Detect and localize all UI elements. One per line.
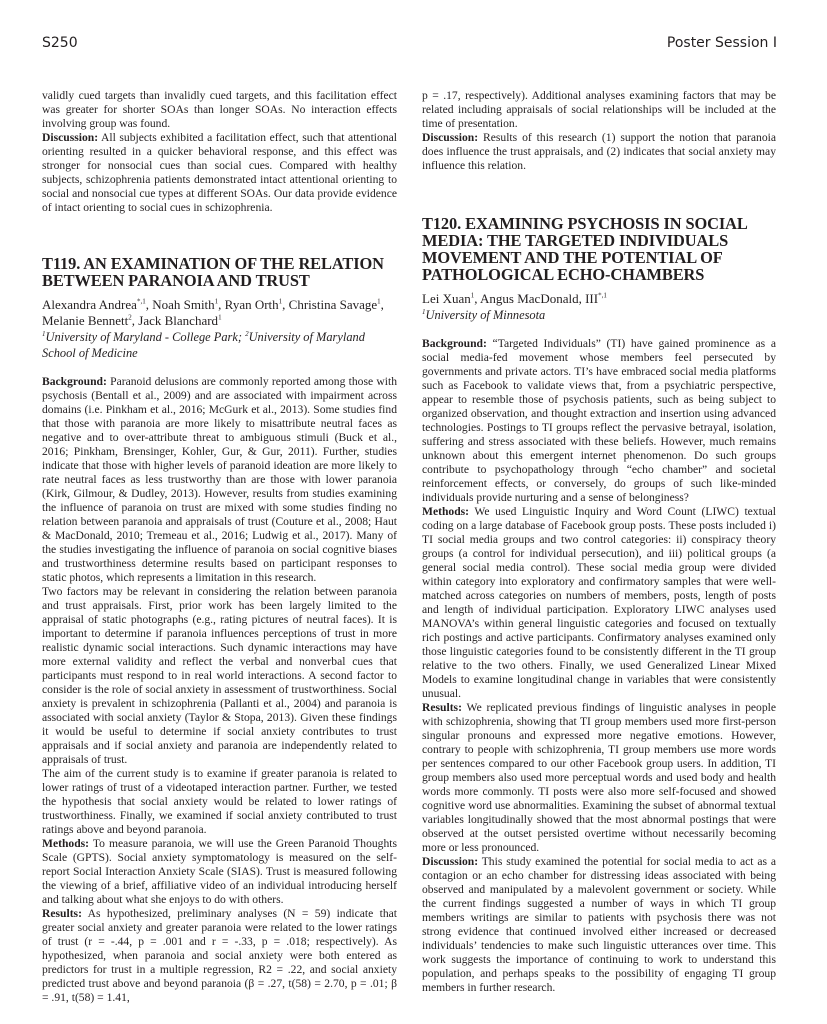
results-section: Results: As hypothesized, preliminary analyses (N = 59) indicate that greater social anxiety and greater paranoia were related to the lower ratings of trust (r = -.44, p = .001 and r = -.33, p = .018; respectively). As hypothesized, when paranoia and social anxiety were both entered as predictors for trust in a multiple regression, R2 = .22, and social anxiety predicted trust above and beyond paranoia (β = .27, t(58) = 2.70, p = .01; β = .91, t(58) = 1.41,: [42, 907, 397, 1004]
author: Alexandra Andrea$^{*,1}$,: [42, 297, 153, 312]
author: Noah Smith$^1$,: [152, 297, 225, 312]
right-column: [422, 89, 776, 995]
body-paragraph: The aim of the current study is to examine if greater paranoia is related to lower ratings of trust of a videotaped interaction partner. Further, we tested the hypothesis that social anxiety would be related to lower ratings of trustworthiness. Finally, we examined if social anxiety contributed to trust ratings above and beyond paranoia.: [42, 767, 397, 836]
discussion-text: All subjects exhibited a facilitation effect, such that attentional orienting resulted in a quicker behavioral response, and this effect was stronger for nonsocial cues than social cues. Compared with healthy subjects, schizophrenia patients demonstrated intact attentional orienting to social and nonsocial cue types at different SOAs. Our data provide evidence of intact orienting to social cues in schizophrenia.: [42, 131, 397, 214]
author: Melanie Bennett$^2$,: [42, 313, 139, 328]
methods-section: Methods: We used Linguistic Inquiry and Word Count (LIWC) textual coding on a large database of Facebook group posts. These posts included i) TI social media groups and two control categories: ii) conspiracy theory groups (a control for individual persecution), and iii) political groups (a general social media control). These social media group were divided within category into exploratory and confirmatory samples that were well-matched across categories on numbers of members, posts, length of posts and length of individual participation. Exploratory LIWC analyses used MANOVA’s within general linguistic categories and focused on textually rich postings and active participants. Confirmatory analyses examined only those linguistic categories found to be consistently different in the TI group relative to the two others. Finally, we used Generalized Linear Mixed Models to examine longitudinal change in variables that were consistently unusual.: [422, 505, 776, 700]
abstract-title-t119: T119. AN EXAMINATION OF THE RELATION BETWEEN PARANOIA AND TRUST: [42, 254, 384, 290]
discussion-label: Discussion:: [422, 855, 479, 868]
continuation-discussion: Discussion: Results of this research (1) support the notion that paranoia does influence the trust appraisals, and (2) indicates that social anxiety may influence this relation.: [422, 131, 776, 172]
continuation-discussion: [42, 131, 397, 215]
methods-section: Methods: To measure paranoia, we will use the Green Paranoid Thoughts Scale (GPTS). Social anxiety symptomatology is measured on the self-report Social Interaction Anxiety Scale (SIAS). Trust is measured following the viewing of a brief, affiliative video of an individual introducing herself and talking about what she enjoys to do with others.: [42, 837, 397, 906]
abstract-title-t120: T120. EXAMINING PSYCHOSIS IN SOCIAL MEDIA: THE TARGETED INDIVIDUALS MOVEMENT AND THE POTENTIAL OF PATHOLOGICAL ECHO-CHAMBERS: [422, 214, 747, 284]
author: Jack Blanchard$^1$: [138, 313, 222, 328]
page-number: S250: [42, 35, 78, 51]
author: Lei Xuan$^1$,: [422, 291, 481, 306]
methods-label: Methods:: [42, 837, 90, 850]
discussion-section: Discussion: This study examined the potential for social media to act as a contagion or an echo chamber for distressing ideas associated with being observed and manipulated by a malevolent government or society. While the current findings suggested a number of ways in which TI group members writings are similar to patients with psychosis there was not strong evidence that continued involved either increased or decreased individuals’ tendencies to make such linguistic utterances over time. This work suggests the importance of continuing to work to understand this population, and perhaps speaks to the possibility of engaging TI group members in further research.: [422, 855, 776, 994]
left-column: [42, 89, 397, 1005]
author: Ryan Orth$^1$,: [224, 297, 289, 312]
results-section: Results: We replicated previous findings of linguistic analyses in people with schizophrenia, showing that TI group members used more first-person singular pronouns and expressed more negative emotions. However, contrary to people with schizophrenia, TI group members use more words per sentences compared to our other Facebook group users. In addition, TI group members also used more perceptual words and used body and health words more commonly. TI posts were also more self-focused and showed cognitive word use abnormalities. Examining the subset of abnormal textual variables longitudinally showed that the most abnormal postings that were observed at the outset persisted overtime without necessarily becoming more or less pronounced.: [422, 701, 776, 854]
background-section: Background: “Targeted Individuals” (TI) have gained prominence as a social media-fed movement whose members feel persecuted by governments and private actors. TI’s have embraced social media platforms such as Facebook to validate views that, from a psychiatric perspective, appear to resemble those of psychosis patients, such as being subject to organized observation, and thought extraction and insertion using advanced technologies. Postings to TI groups reflect the pervasive betrayal, isolation, suffering and stress associated with these beliefs. However, much remains unknown about this emergent internet phenomenon. Do such groups contribute to psychopathology through “echo chamber” and societal reinforcement effects, or conversely, do groups of such like-minded individuals provide nurturing and a sense of belonginess?: [422, 337, 776, 504]
methods-label: Methods:: [422, 505, 470, 518]
author: Christina Savage$^1$,: [288, 297, 384, 312]
author-list: [422, 291, 776, 307]
body-paragraph: Two factors may be relevant in considering the relation between paranoia and trust appraisals. First, prior work has been largely limited to the appraisal of static photographs (e.g., rating pictures of neutral faces). It is important to determine if paranoia influences perceptions of trust in more realistic dynamic social interactions. Such dynamic interactions may have more external validity and reflect the verbal and nonverbal cues that participants must respond to in real world interactions. A second factor to consider is the role of social anxiety in assessment of trustworthiness. Social anxiety is prevalent in schizophrenia (Pallanti et al., 2004) and paranoia is associated with social anxiety (Taylor & Stopa, 2013). Given these findings it would be useful to determine if social anxiety contributes to trust appraisals and if social anxiety and paranoia are independently related to appraisals of trust.: [42, 585, 397, 766]
results-label: Results:: [422, 701, 462, 714]
background-label: Background:: [42, 375, 107, 388]
discussion-label: Discussion:: [422, 131, 479, 144]
affiliations: $^1$University of Minnesota: [422, 307, 546, 322]
background-label: Background:: [422, 337, 487, 350]
affiliations: $^1$University of Maryland - College Park; $^2$University of Maryland School of Medicine: [42, 329, 365, 360]
background-section: Background: Paranoid delusions are commonly reported among those with psychosis (Bentall et al., 2009) and are associated with impairment across domains (i.e. Pinkham et al., 2016; McGurk et al., 2013). Some studies find that those with paranoia are more likely to misattribute neutral faces as negative and to over-attribute threat to ambiguous stimuli (Buck et al., 2016; Pinkham, Brensinger, Kohler, Gur, & Gur, 2011). Further, studies indicate that those with higher levels of paranoid ideation are more likely to rate neutral faces as less trustworthy than are those with lower paranoia (Kirk, Gilmour, & Dudley, 2013). However, results from studies examining the influence of paranoia on trust are mixed with some studies finding no relation between paranoia and appraisals of trust (Couture et al., 2008; Haut & MacDonald, 2010; Tremeau et al., 2016; Ludwig et al., 2017). Many of the studies investigating the influence of paranoia on social cognitive biases and trustworthiness determine results based on participant responses to static photos, which represents a limitation in this research.: [42, 375, 397, 584]
continuation-text: validly cued targets than invalidly cued targets, and this facilitation effect was greater for shorter SOAs than longer SOAs. No interaction effects involving group was found.: [42, 89, 397, 130]
results-label: Results:: [42, 907, 82, 920]
author-list: [42, 297, 397, 329]
discussion-label: Discussion:: [42, 131, 99, 144]
running-head-section: Poster Session I: [666, 35, 777, 51]
continuation-text: p = .17, respectively). Additional analyses examining factors that may be related including appraisals of social relationships will be included at the time of presentation.: [422, 89, 776, 130]
author: Angus MacDonald, $III^{*,1}$: [480, 291, 607, 306]
